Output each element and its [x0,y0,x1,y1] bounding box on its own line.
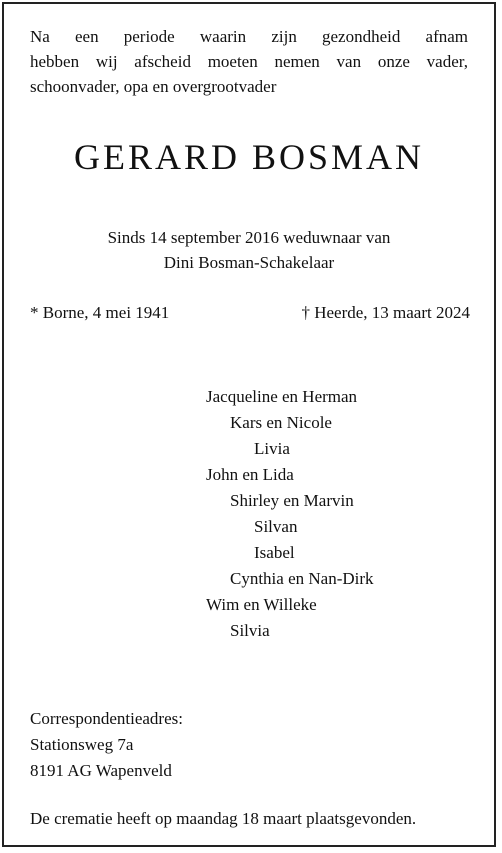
family-member-row: Cynthia en Nan-Dirk [230,569,374,588]
widower-line-1: Sinds 14 september 2016 weduwnaar van [107,228,391,247]
correspondence-address [30,706,183,784]
intro-line-3: schoonvader, opa en overgrootvader [30,77,277,96]
family-member-row: Shirley en Marvin [230,491,354,510]
widower-line-2: Dini Bosman-Schakelaar [163,253,335,272]
address-city: 8191 AG Wapenveld [30,761,172,780]
intro-text [30,24,468,99]
deceased-name: GERARD BOSMAN [73,137,425,177]
family-list [206,384,374,644]
family-member-row: Wim en Willeke [206,595,317,614]
family-member-row: Jacqueline en Herman [206,387,358,406]
death-date: † Heerde, 13 maart 2024 [301,303,470,322]
birth-date: * Borne, 4 mei 1941 [30,303,170,322]
intro-line-1: Na een periode waarin zijn gezondheid afnam [30,27,468,46]
family-member-row: Silvan [254,517,298,536]
cremation-note: De crematie heeft op maandag 18 maart plaatsgevonden. [30,809,417,828]
widower-text [0,225,498,275]
address-street: Stationsweg 7a [30,735,134,754]
intro-line-2: hebben wij afscheid moeten nemen van onze vader, [30,52,468,71]
family-member-row: Kars en Nicole [230,413,332,432]
address-label: Correspondentieadres: [30,709,183,728]
family-member-row: Silvia [230,621,270,640]
family-member-row: John en Lida [206,465,294,484]
family-member-row: Isabel [254,543,295,562]
family-member-row: Livia [254,439,290,458]
